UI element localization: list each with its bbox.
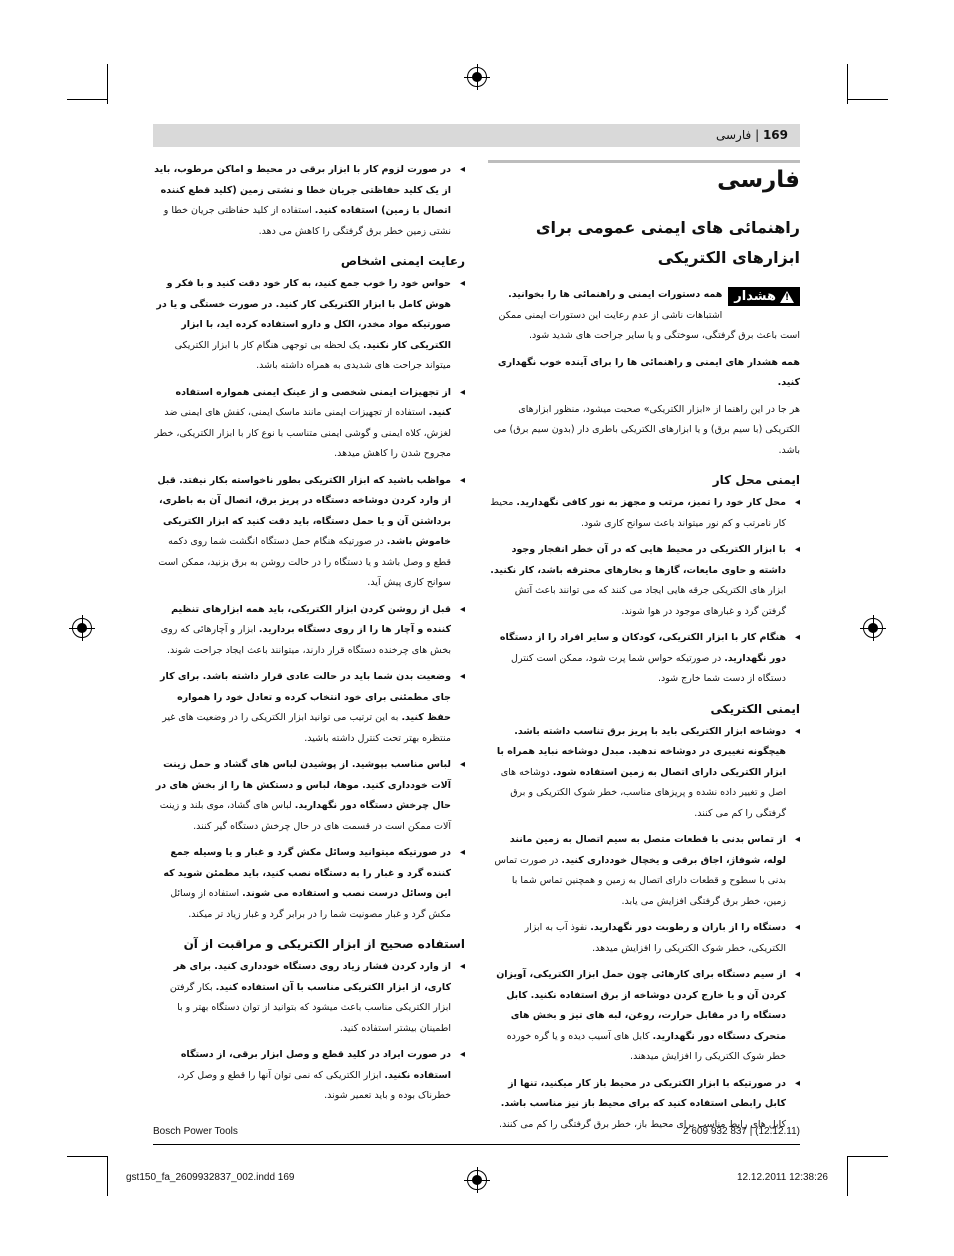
footer-divider: [153, 1144, 800, 1145]
keep-instructions: همه هشدار های ایمنی و راهنمائی ها را برای آینده خوب نگهداری کنید.: [497, 356, 800, 388]
list-item: ◂ با ابزار الکتریکی در محیط هایی که در آن خطر انفجار وجود داشته و حاوی مایعات، گازها و بخارهای محترقه باشد، کار نکنید. ابزار های الکتریکی جرقه هایی ایجاد می کنند که می توانند باعث آتش گرفتن گرد و غبارهای موجود در هوا شوند.: [488, 540, 800, 622]
gfci-list: [153, 160, 465, 242]
warning-block: [488, 285, 800, 347]
section-heading-electrical: ایمنی الکتریکی: [710, 701, 800, 716]
footer-brand: Bosch Power Tools: [153, 1126, 238, 1137]
list-item: ◂ در صورت لزوم کار با ابزار برقی در محیط و اماکن مرطوب، باید از یک کلید حفاظتی جریان خطا و نشتی زمین (کلید قطع کننده اتصال با زمین) استفاده کنید. استفاده از کلید حفاظتی جریان خطا و نشتی زمین خطر برق گرفتگی را کاهش می دهد.: [153, 160, 465, 242]
slug-timestamp: 12.12.2011 12:38:26: [736, 1172, 828, 1183]
crop-mark: [847, 64, 848, 104]
language-title: فارسی: [488, 160, 800, 193]
registration-mark-icon: [863, 618, 883, 638]
page-number: 169: [762, 128, 788, 142]
section-heading-personal: رعایت ایمنی اشخاص: [340, 254, 465, 268]
warning-label: هشدار: [734, 289, 776, 304]
list-item: ◂ در صورت ایراد در کلید قطع و وصل ابزار برقی، از دستگاه استفاده نکنید. ابزار الکتریکی که نمی توان آنها را قطع و وصل کرد، خطرناک بوده و باید تعمیر شوند.: [153, 1045, 465, 1107]
page-header: 169 | فارسی: [153, 124, 800, 147]
crop-mark: [848, 99, 888, 100]
electrical-list: [488, 722, 800, 1136]
crop-mark: [848, 1156, 888, 1157]
list-item: ◂ از وارد کردن فشار زیاد روی دستگاه خودداری کنید. برای هر کاری، از ابزار الکتریکی مناسب با آن استفاده کنید. بکار گرفتن ابزار الکتریکی مناسب باعث میشود که بتوانید از توان دستگاه بهتر و با اطمینان بیشتر استفاده کنید.: [153, 957, 465, 1039]
usage-list: [153, 957, 465, 1107]
list-item: ◂ محل کار خود را تمیز، مرتب و مجهز به نور کافی نگهدارید. محیط کار نامرتب و کم نور میتواند باعث سوانح کاری شود.: [488, 493, 800, 534]
section-heading-usage: استفاده صحیح از ابزار الکتریکی و مراقبت از آن: [183, 937, 465, 951]
crop-mark: [107, 64, 108, 104]
list-item: ◂ قبل از روشن کردن ابزار الکتریکی، باید همه ابزارهای تنظیم کننده و آچار ها را از روی دستگاه بردارید. ابزار و آچارهائی که روی بخش های چرخنده دستگاه قرار دارند، میتوانند باعث ایجاد جراحت شوند.: [153, 600, 465, 662]
crop-mark: [67, 99, 107, 100]
right-column: [488, 160, 800, 1141]
list-item: ◂ هنگام کار با ابزار الکتریکی، کودکان و سایر افراد را از دستگاه دور نگهدارید. در صورتیکه حواس شما پرت شود، ممکن است کنترل دستگاه از دست شما خارج شود.: [488, 628, 800, 690]
list-item: ◂ در صورتیکه با ابزار الکتریکی در محیط باز کار میکنید، تنها از کابل رابطی استفاده کنید که برای محیط باز نیز مناسب باشد. کابل های رابط مناسب برای محیط باز، خطر برق گرفتگی را کم می کنند.: [488, 1074, 800, 1136]
crop-mark: [67, 1156, 107, 1157]
personal-list: [153, 274, 465, 925]
definition-text: هر جا در این راهنما از «ابزار الکتریکی» صحبت میشود، منظور ابزارهای الکتریکی (با سیم برق) و یا ابزارهای الکتریکی باطری دار (بدون سیم برق) می باشد.: [493, 403, 800, 456]
list-item: ◂ وضعیت بدن شما باید در حالت عادی قرار داشته باشد. برای کار جای مطمئنی برای خود انتخاب کرده و تعادل خود را همواره حفظ کنید. به این ترتیب می توانید ابزار الکتریکی را در وضعیت های غیر منتظره بهتر تحت کنترل داشته باشید.: [153, 667, 465, 749]
header-language: فارسی: [716, 128, 752, 142]
list-item: ◂ مواظب باشید که ابزار الکتریکی بطور ناخواسته بکار نیفتد. قبل از وارد کردن دوشاخه دستگاه در پریز برق، اتصال آن به باطری، برداشتن آن و یا حمل دستگاه، باید دقت کنید که ابزار الکتریکی خاموش باشد. در صورتیکه هنگام حمل دستگاه انگشت شما روی دکمه قطع و وصل باشد و یا دستگاه را در حالت روشن به برق بزنید، ممکن است سوانح کاری پیش آید.: [153, 471, 465, 594]
crop-mark: [847, 1156, 848, 1196]
crop-mark: [107, 1156, 108, 1196]
registration-mark-icon: [72, 618, 92, 638]
list-item: ◂ از تماس بدنی با قطعات متصل به سیم اتصال به زمین مانند لوله، شوفاژ، اجاق برقی و یخچال خودداری کنید. در صورت تماس بدنی با سطوح و قطعات دارای اتصال به زمین و همچنین تماس شما با زمین، خطر برق گرفتگی افزایش می یابد.: [488, 830, 800, 912]
work-area-list: [488, 493, 800, 690]
warning-text: اشتباهات ناشی از عدم رعایت این دستورات ایمنی ممکن است باعث برق گرفتگی، سوختگی و یا سایر جراحت های شدید شود.: [498, 309, 800, 341]
warning-badge: [728, 287, 800, 306]
list-item: ◂ حواس خود را خوب جمع کنید، به کار خود دقت کنید و با فکر و هوش کامل با ابزار الکتریکی کار کنید. در صورت خستگی و یا در صورتیکه مواد مخدر، الکل و دارو استفاده کرده اید، با ابزار الکتریکی کار نکنید. یک لحظه بی توجهی هنگام کار با ابزار الکتریکی میتواند جراحت های شدیدی به همراه داشته باشد.: [153, 274, 465, 377]
warning-triangle-icon: !: [780, 291, 794, 303]
list-item: ◂ لباس مناسب بپوشید. از پوشیدن لباس های گشاد و حمل زینت آلات خودداری کنید. موها، لباس و دستکش ها را از بخش های در حال چرخش دستگاه دور نگهدارید. لباس های گشاد، موی بلند و زینت آلات ممکن است در قسمت های در حال چرخش دستگاه گیر کنند.: [153, 755, 465, 837]
main-title: راهنمائی های ایمنی عمومی برای ابزارهای الکتریکی: [535, 218, 800, 267]
list-item: ◂ از تجهیزات ایمنی شخصی و از عینک ایمنی همواره استفاده کنید. استفاده از تجهیزات ایمنی مانند ماسک ایمنی، کفش های ایمنی ضد لغزش، کلاه ایمنی و گوشی ایمنی متناسب با نوع کار با ابزار الکتریکی، خطر مجروح شدن را کاهش میدهد.: [153, 383, 465, 465]
list-item: ◂ از سیم دستگاه برای کارهائی چون حمل ابزار الکتریکی، آویزان کردن آن و یا خارج کردن دوشاخه از برق استفاده نکنید. کابل دستگاه را در مقابل حرارت، روغن، لبه های تیز و بخش های متحرک دستگاه دور نگهدارید. کابل های آسیب دیده و یا گره خورده خطر شوک الکتریکی را افزایش میدهند.: [488, 965, 800, 1068]
registration-mark-icon: [467, 67, 487, 87]
registration-mark-icon: [467, 1170, 487, 1190]
list-item: ◂ دستگاه را از باران و رطوبت دور نگهدارید. نفوذ آب به ابزار الکتریکی، خطر شوک الکتریکی را افزایش میدهد.: [488, 918, 800, 959]
list-item: ◂ دوشاخه ابزار الکتریکی باید با پریز برق تناسب داشته باشد. هیچگونه تغییری در دوشاخه ندهید. مبدل دوشاخه نباید همراه با ابزار الکتریکی دارای اتصال به زمین استفاده شود. دوشاخه های اصل و تغییر داده نشده و پریزهای مناسب، خطر شوک الکتریکی و برق گرفتگی را کم می کنند.: [488, 722, 800, 825]
left-column: [153, 160, 465, 1113]
section-heading-work-area: ایمنی محل کار: [712, 473, 800, 487]
slug-filename: gst150_fa_2609932837_002.indd 169: [126, 1172, 295, 1183]
list-item: ◂ در صورتیکه میتوانید وسائل مکش گرد و غبار و یا وسیله جمع کننده گرد و غبار را به دستگاه نصب کنید، باید مطمئن شوید که این وسائل درست نصب و استفاده می شوند. استفاده از وسائل مکش گرد و غبار مصونیت شما را در برابر گرد و غبار زیاد تر میکند.: [153, 843, 465, 925]
warning-bold: همه دستورات ایمنی و راهنمائی ها را بخوانید.: [508, 289, 723, 300]
footer-doc-number: 2 609 932 837 | (12.12.11): [683, 1126, 800, 1137]
